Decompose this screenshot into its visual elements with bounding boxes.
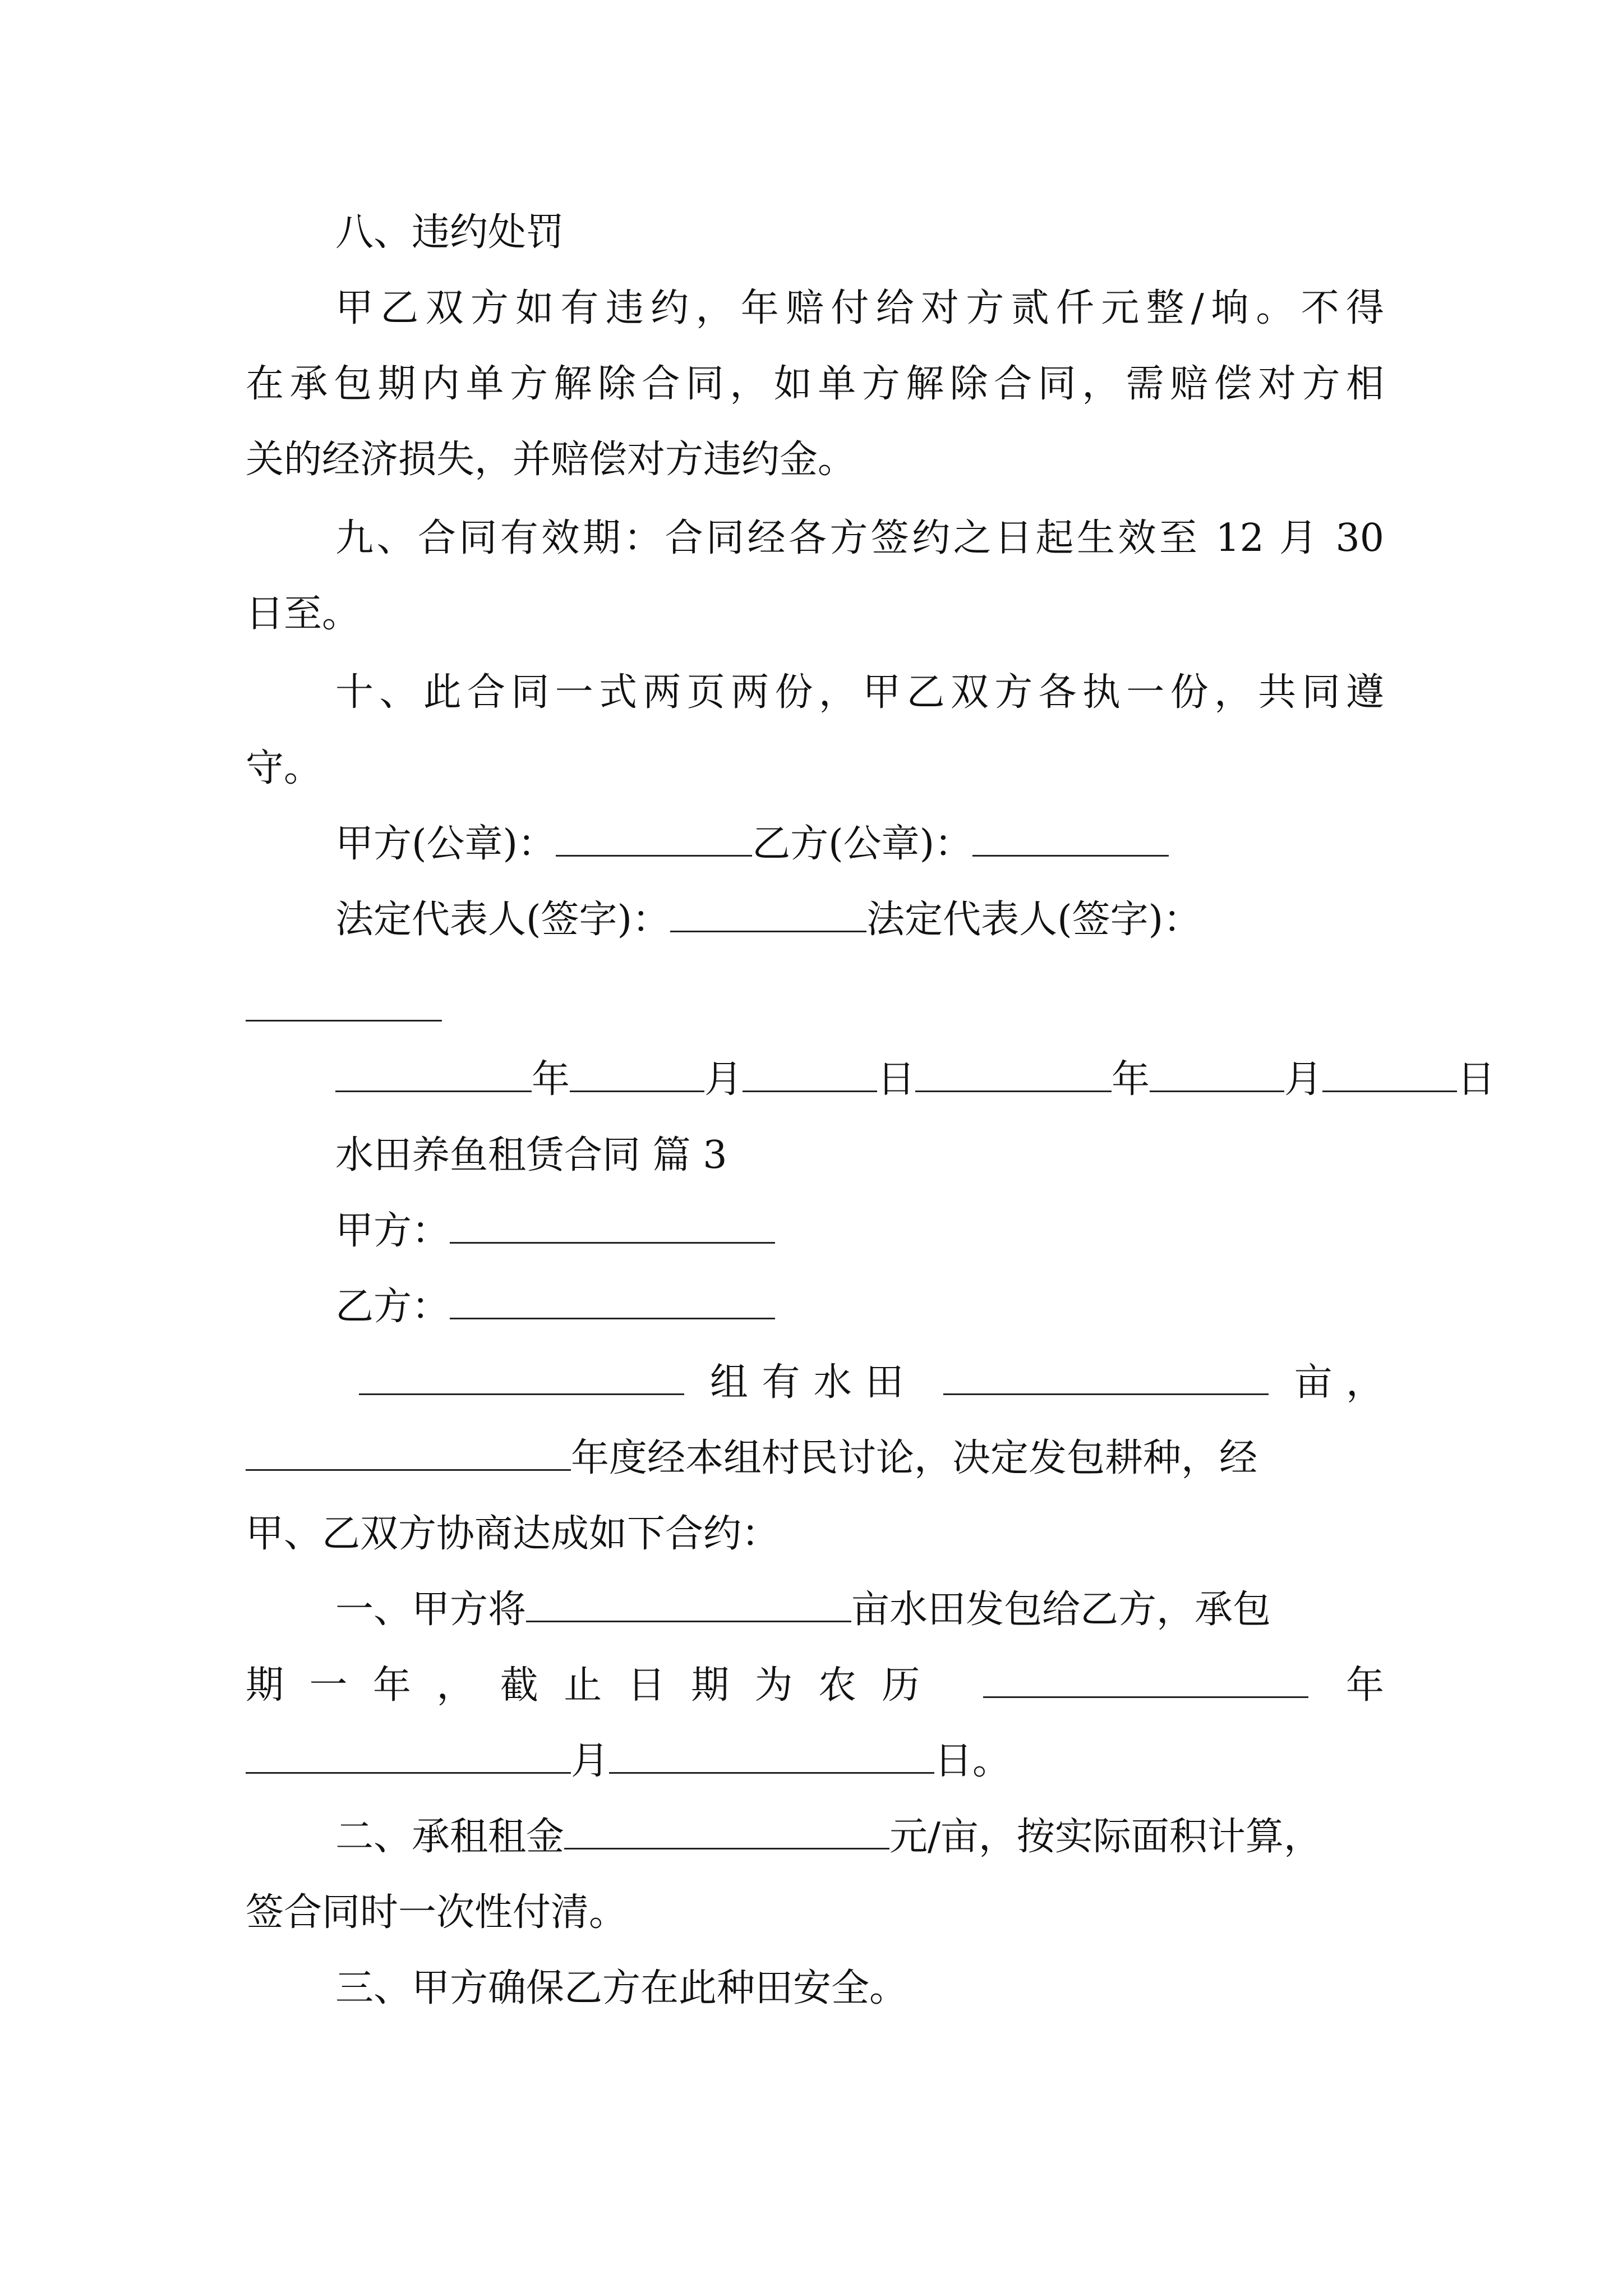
section-10-line-2: 守。 [246,746,322,790]
legal-rep-b-label: 法定代表人(签字)： [866,898,1202,942]
clause-1-start: 一、甲方将 [335,1588,527,1632]
clause-1-year-blank [983,1662,1308,1698]
intro-group-text: 组有水田 [710,1360,917,1405]
intro-line-2-text: 年度经本组村民讨论，决定发包耕种，经 [571,1436,1258,1480]
clause-1-area-blank [526,1586,851,1622]
group-name-blank [359,1359,684,1395]
date-a-year: 年 [532,1057,570,1102]
date-b-year-blank [915,1056,1112,1092]
party-a-seal-label: 甲方(公章)： [335,822,556,866]
clause-1-line-2-text: 期一年，截止日期为农历 [246,1663,946,1708]
contract-3-title: 水田养鱼租赁合同 篇 3 [335,1133,727,1177]
legal-rep-line [335,895,1201,945]
date-a-day-blank [743,1056,877,1092]
legal-rep-a-blank [670,896,866,932]
date-a-month-blank [570,1056,704,1092]
date-b-day-blank [1322,1056,1457,1092]
intro-line-3: 甲、乙双方协商达成如下合约： [246,1512,780,1556]
clause-3: 三、甲方确保乙方在此种田安全。 [335,1966,908,2010]
party-b-blank [450,1283,775,1319]
clause-1-day-blank [609,1737,934,1774]
section-8-title: 八、违约处罚 [335,210,565,255]
party-b-seal-blank [972,820,1169,857]
clause-2-end: 元/亩，按实际面积计算， [889,1815,1322,1859]
clause-1-day: 日。 [934,1739,1011,1783]
party-a-seal-blank [556,820,752,857]
intro-line-2 [246,1433,1257,1484]
section-8-line-2: 在承包期内单方解除合同，如单方解除合同，需赔偿对方相 [246,362,1384,406]
date-a-month: 月 [704,1057,743,1102]
clause-1-month: 月 [571,1739,610,1783]
clause-1-month-blank [246,1737,571,1774]
seal-line [335,819,1169,869]
date-b-year: 年 [1112,1057,1150,1102]
legal-rep-a-label: 法定代表人(签字)： [335,898,671,942]
intro-mu-text: 亩， [1294,1360,1384,1405]
clause-2-rent-blank [564,1813,889,1849]
clause-2-start: 二、承租租金 [335,1815,565,1859]
date-b-month-blank [1150,1056,1284,1092]
section-8-line-1: 甲乙双方如有违约，年赔付给对方贰仟元整/垧。不得 [335,286,1384,330]
party-a-line [335,1206,775,1257]
party-a-blank [450,1207,775,1244]
clause-2-line-2: 签合同时一次性付清。 [246,1890,628,1935]
date-line [335,1055,1495,1105]
clause-1-line-3 [246,1736,1011,1787]
clause-1-line-1 [335,1585,1271,1635]
paddy-area-blank [943,1359,1269,1395]
clause-1-line-2 [246,1660,1384,1711]
intro-line-1 [359,1358,1384,1408]
section-8-line-3: 关的经济损失，并赔偿对方违约金。 [246,438,856,482]
date-a-day: 日 [877,1057,916,1102]
date-b-month: 月 [1284,1057,1323,1102]
date-a-year-blank [335,1056,532,1092]
section-9-line-2: 日至。 [246,592,361,636]
clause-2-line-1 [335,1812,1322,1862]
party-a-label: 甲方： [335,1209,450,1253]
clause-1-year: 年 [1345,1663,1384,1708]
date-b-day: 日 [1457,1057,1496,1102]
legal-rep-b-blank [246,1020,442,1022]
party-b-label: 乙方： [335,1285,450,1329]
section-9-line-1: 九、合同有效期：合同经各方签约之日起生效至 12 月 30 [335,516,1384,560]
clause-1-mid: 亩水田发包给乙方，承包 [851,1588,1271,1632]
year-blank [246,1434,571,1471]
party-b-seal-label: 乙方(公章)： [752,822,973,866]
section-10-line-1: 十、此合同一式两页两份，甲乙双方各执一份，共同遵 [335,670,1384,715]
party-b-line [335,1282,775,1332]
